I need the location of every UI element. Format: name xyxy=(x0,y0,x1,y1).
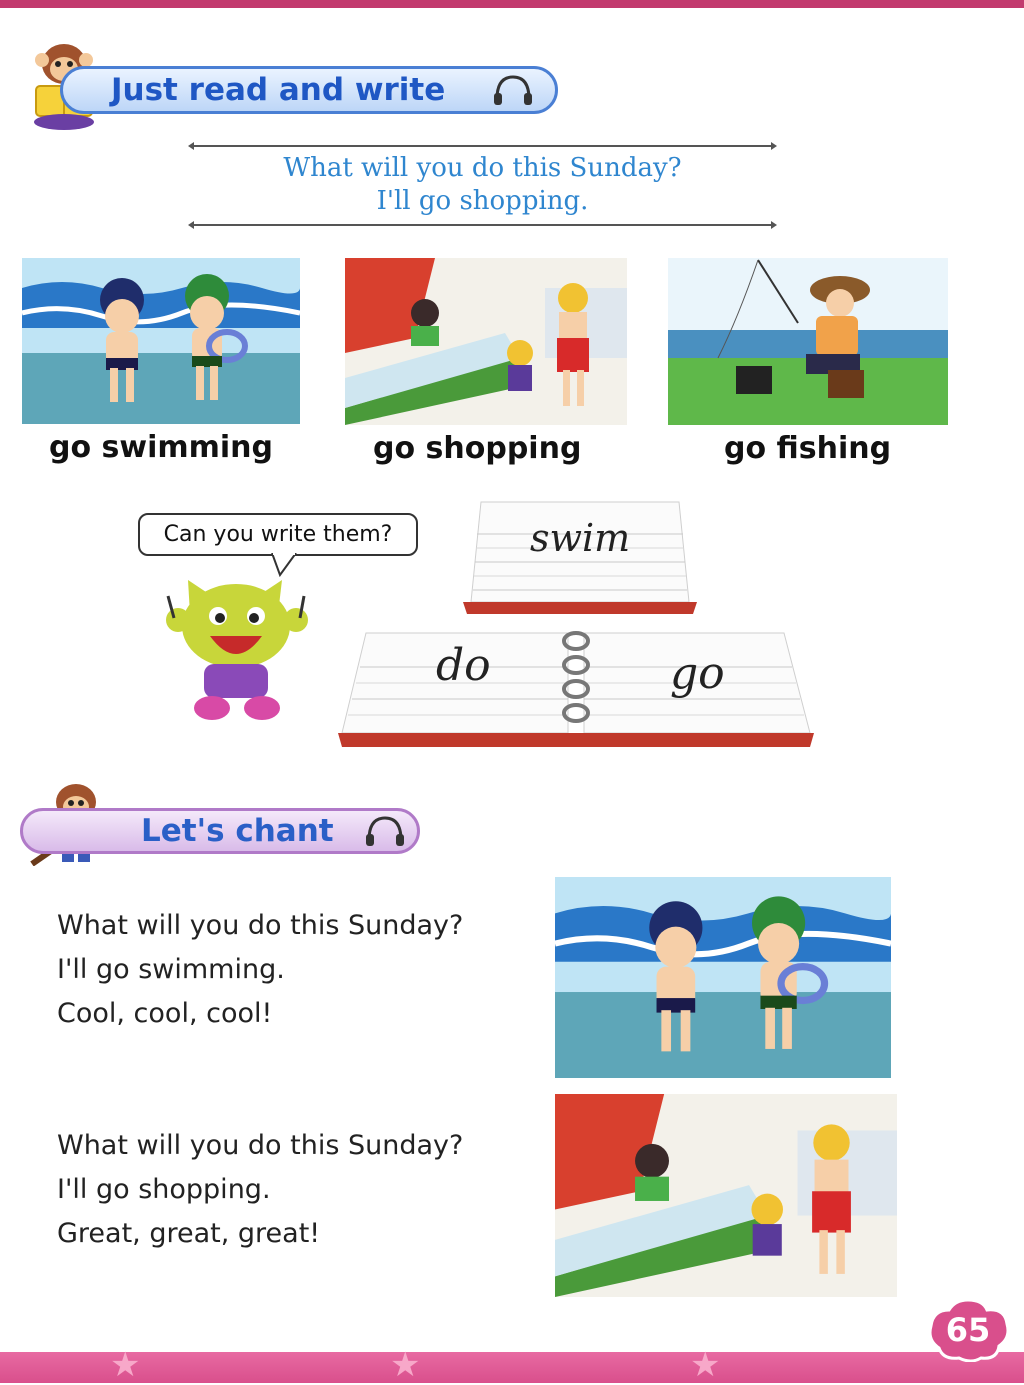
top-border xyxy=(0,0,1024,8)
chant-shopping-picture xyxy=(555,1094,897,1297)
notebook-word-do: do xyxy=(436,640,491,691)
caption-go-fishing: go fishing xyxy=(724,431,892,466)
fishing-picture xyxy=(668,258,948,425)
speech-bubble: Can you write them? xyxy=(138,513,418,556)
headphones-icon[interactable] xyxy=(363,814,407,848)
chant-line: I'll go swimming. xyxy=(57,954,285,985)
chant-line: Great, great, great! xyxy=(57,1218,321,1249)
bottom-rule xyxy=(190,224,775,226)
star-icon: ★ xyxy=(110,1345,141,1385)
caption-go-swimming: go swimming xyxy=(49,430,274,465)
model-answer: I'll go shopping. xyxy=(376,186,589,216)
just-read-and-write-banner xyxy=(60,66,558,114)
swimming-picture xyxy=(22,258,300,424)
model-question: What will you do this Sunday? xyxy=(283,153,682,183)
banner-title: Let's chant xyxy=(141,813,334,849)
chant-swimming-picture xyxy=(555,877,891,1078)
cat-mascot-icon xyxy=(160,574,312,724)
chant-line: What will you do this Sunday? xyxy=(57,910,464,941)
headphones-icon[interactable] xyxy=(491,73,535,107)
chant-line: Cool, cool, cool! xyxy=(57,998,273,1029)
chant-verse-2 xyxy=(57,1124,463,1256)
chant-line: What will you do this Sunday? xyxy=(57,1130,464,1161)
bottom-decorative-band xyxy=(0,1345,1024,1385)
bottom-notebook xyxy=(338,625,814,751)
top-rule xyxy=(190,145,775,147)
banner-title: Just read and write xyxy=(111,72,446,108)
notebook-word-go: go xyxy=(670,648,725,699)
shopping-picture xyxy=(345,258,627,425)
notebook-word-swim: swim xyxy=(530,516,631,560)
star-icon: ★ xyxy=(690,1345,721,1385)
page-number-badge xyxy=(925,1298,1011,1362)
caption-go-shopping: go shopping xyxy=(373,431,582,466)
chant-line: I'll go shopping. xyxy=(57,1174,271,1205)
lets-chant-banner xyxy=(20,808,420,854)
chant-verse-1 xyxy=(57,904,463,1036)
page-number: 65 xyxy=(945,1311,991,1349)
star-icon: ★ xyxy=(390,1345,421,1385)
